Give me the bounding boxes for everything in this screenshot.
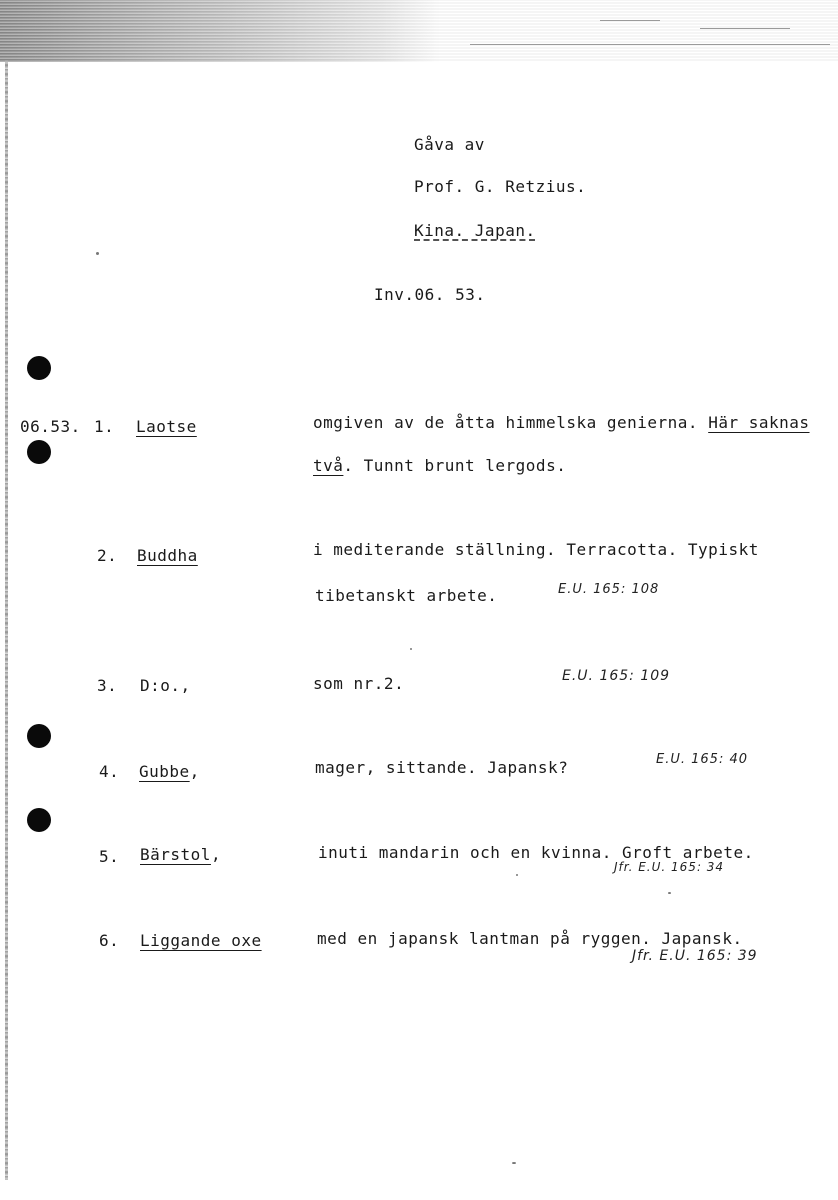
entry-name: Laotse — [136, 417, 197, 436]
entry-description: mager, sittande. Japansk? — [315, 758, 569, 777]
punch-hole — [27, 808, 51, 832]
speck — [668, 892, 671, 894]
entry-name: Liggande oxe — [140, 931, 262, 950]
scan-artefact-line — [700, 28, 790, 29]
handwritten-catalogue-note: E.U. 165: 40 — [656, 752, 748, 767]
region-heading: Kina. Japan. — [414, 221, 536, 240]
handwritten-catalogue-note: Jfr. E.U. 165: 39 — [632, 948, 758, 964]
entry-name-text: Gubbe — [139, 762, 190, 781]
entry-number: 4. — [99, 762, 120, 781]
entry-description-line2 — [313, 456, 566, 475]
entry-name-text: Bärstol — [140, 845, 211, 864]
entry-prefix: 06.53. — [20, 417, 81, 436]
punch-hole — [27, 356, 51, 380]
handwritten-catalogue-note: E.U. 165: 108 — [558, 582, 660, 597]
scan-edge-band — [0, 0, 838, 62]
speck — [512, 1162, 516, 1164]
entry-number: 5. — [99, 847, 120, 866]
entry-number: 2. — [97, 546, 118, 565]
entry-description: inuti mandarin och en kvinna. Groft arbete. — [318, 843, 754, 862]
entry-description-note: Här saknas — [708, 413, 810, 432]
entry-name: D:o., — [140, 676, 191, 695]
speck — [516, 874, 518, 876]
entry-description — [313, 413, 810, 432]
speck — [96, 252, 99, 255]
entry-description-text: omgiven av de åtta himmelska genierna. — [313, 413, 699, 432]
donation-label: Gåva av — [414, 135, 485, 154]
entry-name — [139, 762, 200, 781]
entry-name — [140, 845, 221, 864]
handwritten-catalogue-note: Jfr. E.U. 165: 34 — [614, 860, 725, 874]
entry-description: som nr.2. — [313, 674, 405, 693]
entry-description-line2: tibetanskt arbete. — [315, 586, 498, 605]
punch-hole — [27, 724, 51, 748]
entry-description: i mediterande ställning. Terracotta. Typiskt — [313, 540, 759, 559]
speck — [410, 648, 412, 650]
donor-name: Prof. G. Retzius. — [414, 177, 587, 196]
scan-artefact-line — [600, 20, 660, 21]
punch-hole — [27, 440, 51, 464]
entry-description-rest: . Tunnt brunt lergods. — [343, 456, 567, 475]
entry-name-suffix: , — [189, 762, 200, 781]
scan-left-edge — [5, 60, 8, 1180]
entry-description: med en japansk lantman på ryggen. Japansk. — [317, 929, 743, 948]
entry-number: 3. — [97, 676, 118, 695]
handwritten-catalogue-note: E.U. 165: 109 — [562, 668, 671, 684]
entry-name-suffix: , — [210, 845, 222, 864]
entry-number: 1. — [94, 417, 115, 436]
entry-name: Buddha — [137, 546, 198, 565]
entry-description-underlined: två — [313, 456, 344, 475]
inventory-number: Inv.06. 53. — [374, 285, 486, 304]
entry-number: 6. — [99, 931, 120, 950]
scan-artefact-line — [470, 44, 830, 45]
